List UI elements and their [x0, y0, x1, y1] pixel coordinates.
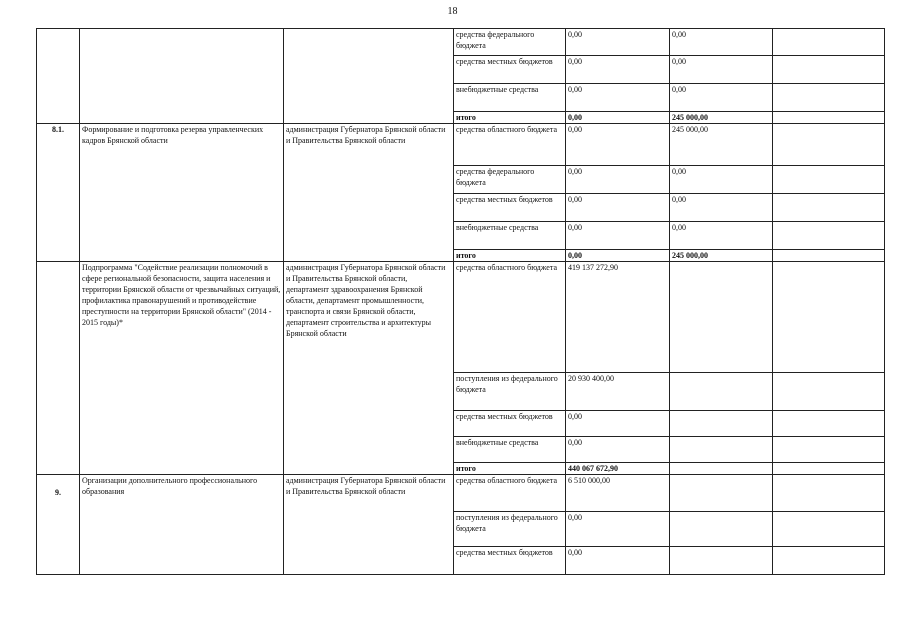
amount-1: 0,00	[566, 411, 670, 437]
funding-source: итого	[454, 250, 566, 262]
item-number: 9.	[37, 475, 80, 575]
amount-1: 440 067 672,90	[566, 463, 670, 475]
amount-2	[670, 373, 773, 411]
amount-2	[670, 512, 773, 547]
number-cell	[37, 29, 80, 124]
amount-2: 0,00	[670, 84, 773, 112]
table-row	[37, 124, 885, 166]
funding-source: внебюджетные средства	[454, 437, 566, 463]
funding-source: внебюджетные средства	[454, 84, 566, 112]
item-executor: администрация Губернатора Брянской области и Правительства Брянской области	[284, 475, 454, 575]
empty-cell	[773, 29, 885, 56]
funding-source: средства местных бюджетов	[454, 56, 566, 84]
amount-1: 0,00	[566, 84, 670, 112]
amount-1: 0,00	[566, 124, 670, 166]
funding-source: средства местных бюджетов	[454, 194, 566, 222]
empty-cell	[773, 547, 885, 575]
amount-2	[670, 411, 773, 437]
item-executor: администрация Губернатора Брянской области и Правительства Брянской области	[284, 124, 454, 262]
amount-2	[670, 475, 773, 512]
empty-cell	[773, 250, 885, 262]
amount-2: 0,00	[670, 222, 773, 250]
amount-1: 0,00	[566, 512, 670, 547]
amount-1: 0,00	[566, 56, 670, 84]
empty-cell	[773, 194, 885, 222]
amount-1: 0,00	[566, 29, 670, 56]
amount-2: 245 000,00	[670, 250, 773, 262]
executor-cell	[284, 29, 454, 124]
amount-1: 0,00	[566, 166, 670, 194]
funding-source: средства местных бюджетов	[454, 547, 566, 575]
amount-1: 0,00	[566, 222, 670, 250]
amount-1: 419 137 272,90	[566, 262, 670, 373]
empty-cell	[773, 512, 885, 547]
amount-2: 0,00	[670, 56, 773, 84]
empty-cell	[773, 84, 885, 112]
table-row	[37, 29, 885, 56]
funding-source: средства местных бюджетов	[454, 411, 566, 437]
funding-source: итого	[454, 463, 566, 475]
empty-cell	[773, 166, 885, 194]
funding-source: средства федерального бюджета	[454, 166, 566, 194]
empty-cell	[773, 437, 885, 463]
amount-1: 6 510 000,00	[566, 475, 670, 512]
funding-source: средства областного бюджета	[454, 262, 566, 373]
subprogram-name: Подпрограмма "Содействие реализации полномочий в сфере региональной безопасности, защита населения и территории Брянской области от чрезвычайных ситуаций, профилактика правонарушений и противодействие преступности на территории Брянской области" (2014 - 2015 годы)*	[80, 262, 284, 475]
name-cell	[80, 29, 284, 124]
funding-source: средства областного бюджета	[454, 124, 566, 166]
amount-2: 245 000,00	[670, 112, 773, 124]
table-row	[37, 262, 885, 373]
empty-cell	[773, 411, 885, 437]
empty-cell	[773, 56, 885, 84]
page-number: 18	[447, 6, 458, 17]
amount-2: 0,00	[670, 194, 773, 222]
amount-2	[670, 547, 773, 575]
budget-table	[36, 28, 885, 575]
amount-1: 0,00	[566, 437, 670, 463]
funding-source: итого	[454, 112, 566, 124]
funding-source: средства областного бюджета	[454, 475, 566, 512]
amount-1: 0,00	[566, 547, 670, 575]
funding-source: средства федерального бюджета	[454, 29, 566, 56]
subprogram-executor: администрация Губернатора Брянской области и Правительства Брянской области, департамент здравоохранения Брянской области, департамент промышленности, транспорта и связи Брянской области, департамент строительства и архитектуры Брянской области	[284, 262, 454, 475]
empty-cell	[773, 262, 885, 373]
empty-cell	[773, 475, 885, 512]
item-name: Организации дополнительного профессионального образования	[80, 475, 284, 575]
amount-2	[670, 463, 773, 475]
empty-cell	[773, 373, 885, 411]
amount-2: 0,00	[670, 29, 773, 56]
item-number: 8.1.	[37, 124, 80, 262]
empty-cell	[773, 222, 885, 250]
amount-2	[670, 437, 773, 463]
item-name: Формирование и подготовка резерва управленческих кадров Брянской области	[80, 124, 284, 262]
empty-cell	[773, 124, 885, 166]
amount-2: 0,00	[670, 166, 773, 194]
empty-cell	[773, 463, 885, 475]
amount-1: 20 930 400,00	[566, 373, 670, 411]
amount-1: 0,00	[566, 194, 670, 222]
table-row	[37, 475, 885, 512]
number-cell	[37, 262, 80, 475]
funding-source: внебюджетные средства	[454, 222, 566, 250]
funding-source: поступления из федерального бюджета	[454, 512, 566, 547]
empty-cell	[773, 112, 885, 124]
amount-1: 0,00	[566, 112, 670, 124]
funding-source: поступления из федерального бюджета	[454, 373, 566, 411]
amount-2: 245 000,00	[670, 124, 773, 166]
amount-2	[670, 262, 773, 373]
amount-1: 0,00	[566, 250, 670, 262]
